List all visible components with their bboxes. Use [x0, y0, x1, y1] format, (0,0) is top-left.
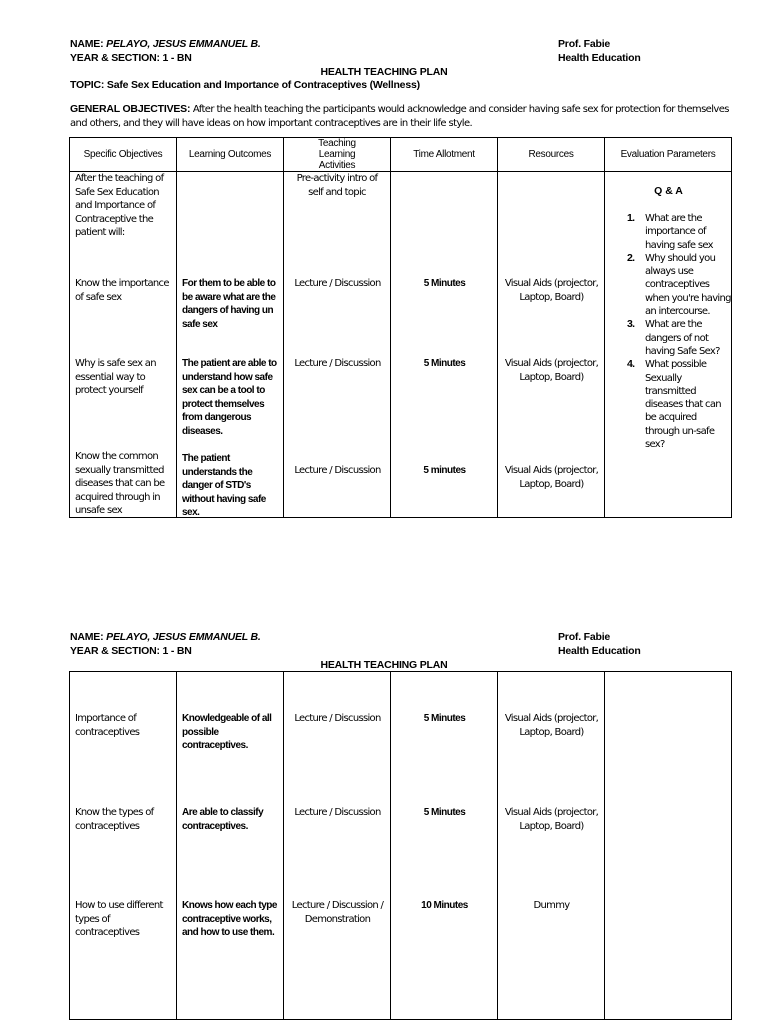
year-section: YEAR & SECTION: 1 - BN	[70, 645, 192, 657]
professor-name: Prof. Fabie	[558, 631, 611, 643]
outcome-1: For them to be able to be aware what are the dangers of having un safe sex	[182, 278, 276, 330]
activity-2: Lecture / Discussion	[294, 358, 381, 369]
resources-4: Visual Aids (projector, Laptop, Board)	[504, 713, 599, 738]
col-header-evaluation: Evaluation Parameters	[605, 138, 732, 172]
subject-name: Health Education	[558, 52, 641, 64]
objective-1: Know the importance of safe sex	[75, 278, 169, 303]
plan-title: HEALTH TEACHING PLAN	[320, 66, 448, 78]
table-row	[70, 172, 732, 518]
col-header-teaching-activities: Teaching Learning Activities	[284, 138, 391, 172]
resources-2: Visual Aids (projector, Laptop, Board)	[504, 358, 599, 383]
intro-objective: After the teaching of Safe Sex Education and Importance of Contraceptive the patient will:	[75, 173, 164, 238]
professor-name: Prof. Fabie	[558, 38, 611, 50]
name-label: NAME:	[70, 631, 104, 643]
outcome-3: The patient understands the danger of STD's without having safe sex.	[182, 453, 266, 518]
topic-line: TOPIC: Safe Sex Education and Importance of Contraceptives (Wellness)	[70, 79, 420, 91]
resources-6: Dummy	[533, 900, 570, 911]
general-objectives-label: GENERAL OBJECTIVES:	[70, 103, 191, 115]
objective-2: Why is safe sex an essential way to protect yourself	[75, 358, 156, 396]
name-line	[70, 37, 261, 51]
col-header-time-allotment: Time Allotment	[391, 138, 498, 172]
objective-4: Importance of contraceptives	[75, 713, 140, 738]
plan-title: HEALTH TEACHING PLAN	[320, 659, 448, 671]
resources-1: Visual Aids (projector, Laptop, Board)	[504, 278, 599, 303]
outcome-2: The patient are able to understand how safe sex can be a tool to protect themselves from dangerous diseases.	[182, 358, 277, 437]
question-item: 4. What possible Sexually transmitted diseases that can be acquired through un-safe sex?	[627, 358, 721, 451]
col-header-specific-objectives: Specific Objectives	[70, 138, 177, 172]
general-objectives-line-1: After the health teaching the participants would acknowledge and consider having safe sex for protection for themselves	[190, 104, 729, 115]
plan-table-2	[69, 671, 732, 1020]
resources-5: Visual Aids (projector, Laptop, Board)	[504, 807, 599, 832]
time-6: 10 Minutes	[421, 900, 468, 911]
outcome-5: Are able to classify contraceptives.	[182, 807, 264, 832]
col-header-resources: Resources	[498, 138, 605, 172]
plan-table-1	[69, 137, 732, 518]
student-name: PELAYO, JESUS EMMANUEL B.	[106, 38, 261, 50]
general-objectives	[70, 99, 730, 131]
activity-3: Lecture / Discussion	[294, 465, 381, 476]
student-name: PELAYO, JESUS EMMANUEL B.	[106, 631, 261, 643]
activity-6: Lecture / Discussion / Demonstration	[291, 900, 384, 925]
col-header-learning-outcomes: Learning Outcomes	[177, 138, 284, 172]
intro-activity: Pre-activity intro of self and topic	[296, 173, 378, 198]
outcome-6: Knows how each type contraceptive works, and how to use them.	[182, 900, 277, 938]
activity-4: Lecture / Discussion	[294, 713, 381, 724]
objective-3: Know the common sexually transmitted diseases that can be acquired through in unsafe sex	[75, 451, 165, 516]
evaluation-questions	[627, 212, 731, 451]
year-section: YEAR & SECTION: 1 - BN	[70, 52, 192, 64]
evaluation-cell-empty	[605, 672, 731, 1019]
table-header-row	[70, 138, 732, 172]
table-row	[70, 672, 732, 1020]
resources-3: Visual Aids (projector, Laptop, Board)	[504, 465, 599, 490]
time-4: 5 Minutes	[423, 713, 466, 724]
general-objectives-line-2: and others, and they will have ideas on how important contraceptives are in their life style.	[70, 118, 473, 129]
time-2: 5 Minutes	[423, 358, 466, 369]
question-item: 2. Why should you always use contraceptives when you're having an intercourse.	[627, 251, 731, 318]
time-5: 5 Minutes	[423, 807, 466, 818]
question-item: 3. What are the dangers of not having Safe Sex?	[627, 318, 720, 357]
time-1: 5 Minutes	[423, 278, 466, 289]
activity-1: Lecture / Discussion	[294, 278, 381, 289]
objective-5: Know the types of contraceptives	[75, 807, 154, 832]
outcome-4: Knowledgeable of all possible contraceptives.	[182, 713, 272, 751]
evaluation-heading: Q & A	[654, 185, 683, 197]
time-3: 5 minutes	[423, 465, 466, 476]
objective-6: How to use different types of contraceptives	[75, 900, 163, 938]
question-item: 1. What are the importance of having safe sex	[627, 212, 713, 251]
subject-name: Health Education	[558, 645, 641, 657]
name-label: NAME:	[70, 38, 104, 50]
name-line	[70, 630, 261, 644]
activity-5: Lecture / Discussion	[294, 807, 381, 818]
